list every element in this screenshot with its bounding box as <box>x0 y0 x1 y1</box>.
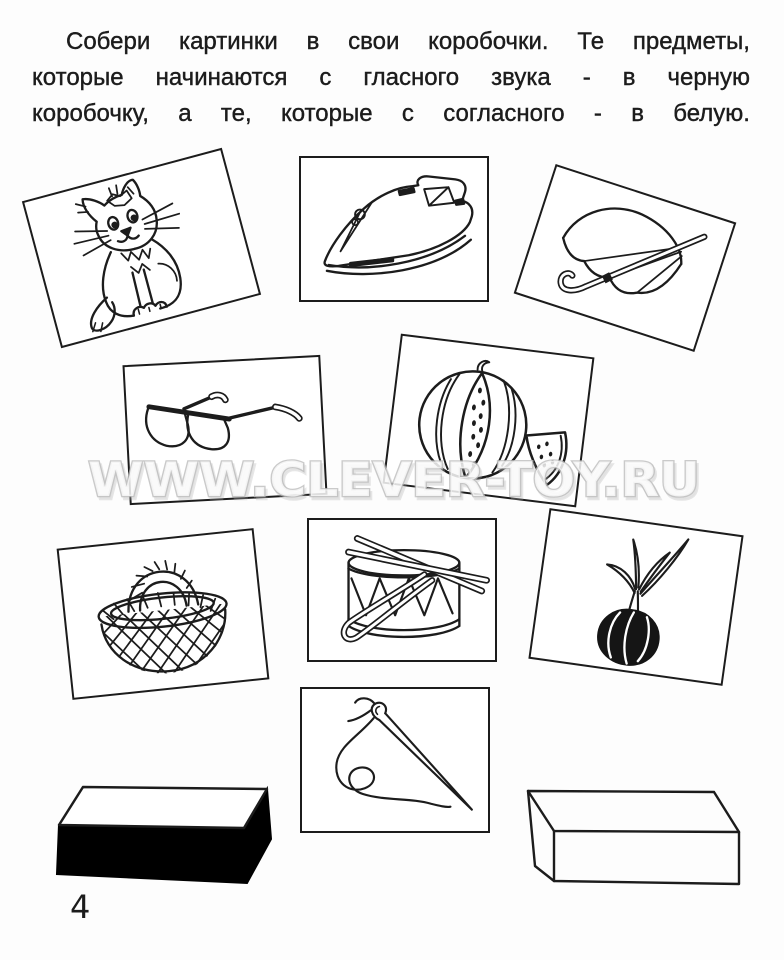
instruction-word: гласного <box>363 64 460 91</box>
instruction-word: Собери <box>66 28 151 55</box>
instruction-word: согласного <box>443 100 565 127</box>
instruction-word: - <box>593 100 602 127</box>
instruction-line-2 <box>32 64 750 100</box>
instruction-word: с <box>319 64 332 91</box>
instruction-word: Те <box>577 28 605 55</box>
onion-drawing <box>531 510 742 683</box>
watermelon-drawing <box>385 336 592 505</box>
instruction-word: в <box>306 28 320 55</box>
instruction-word: свои <box>348 28 400 55</box>
instruction-line-1 <box>32 28 750 64</box>
iron-drawing <box>301 158 487 300</box>
instruction-word: предметы, <box>632 28 750 55</box>
card-onion <box>528 508 743 686</box>
card-watermelon <box>383 334 595 508</box>
instruction-word: начинаются <box>155 64 288 91</box>
card-needle-and-thread <box>300 687 490 833</box>
instruction-word: те, <box>220 100 252 127</box>
white-box-drawing <box>528 791 739 884</box>
instruction-word: в <box>631 100 644 127</box>
card-umbrella <box>514 164 737 352</box>
instruction-word: коробочку, <box>32 100 149 127</box>
instruction-word: которые <box>32 64 124 91</box>
needle-thread-drawing <box>302 689 488 831</box>
card-drum <box>307 518 497 662</box>
instruction-word: картинки <box>179 28 278 55</box>
page-number: 4 <box>70 888 91 926</box>
instruction-word: черную <box>667 64 750 91</box>
card-iron <box>299 156 489 302</box>
umbrella-drawing <box>516 166 734 349</box>
glasses-drawing <box>125 357 326 503</box>
white-box <box>526 788 742 888</box>
card-basket <box>57 528 270 700</box>
watermark-text: WWW.CLEVER-TOY.RU <box>88 453 700 508</box>
card-glasses <box>122 355 327 505</box>
black-box <box>55 782 280 894</box>
cat-drawing <box>24 150 258 345</box>
instruction-line-3 <box>32 100 750 136</box>
card-cat <box>22 148 261 348</box>
instruction-word: - <box>582 64 591 91</box>
instruction-word: с <box>401 100 414 127</box>
instruction-word: а <box>178 100 192 127</box>
instruction-word: которые <box>280 100 373 127</box>
instruction-word: звука <box>491 64 551 91</box>
instruction-word: белую. <box>673 100 750 127</box>
black-box-drawing <box>57 787 271 883</box>
instruction-word: коробочки. <box>428 28 549 55</box>
instruction-text <box>32 28 750 136</box>
basket-drawing <box>59 530 267 697</box>
instruction-word: в <box>622 64 636 91</box>
drum-drawing <box>309 520 495 660</box>
